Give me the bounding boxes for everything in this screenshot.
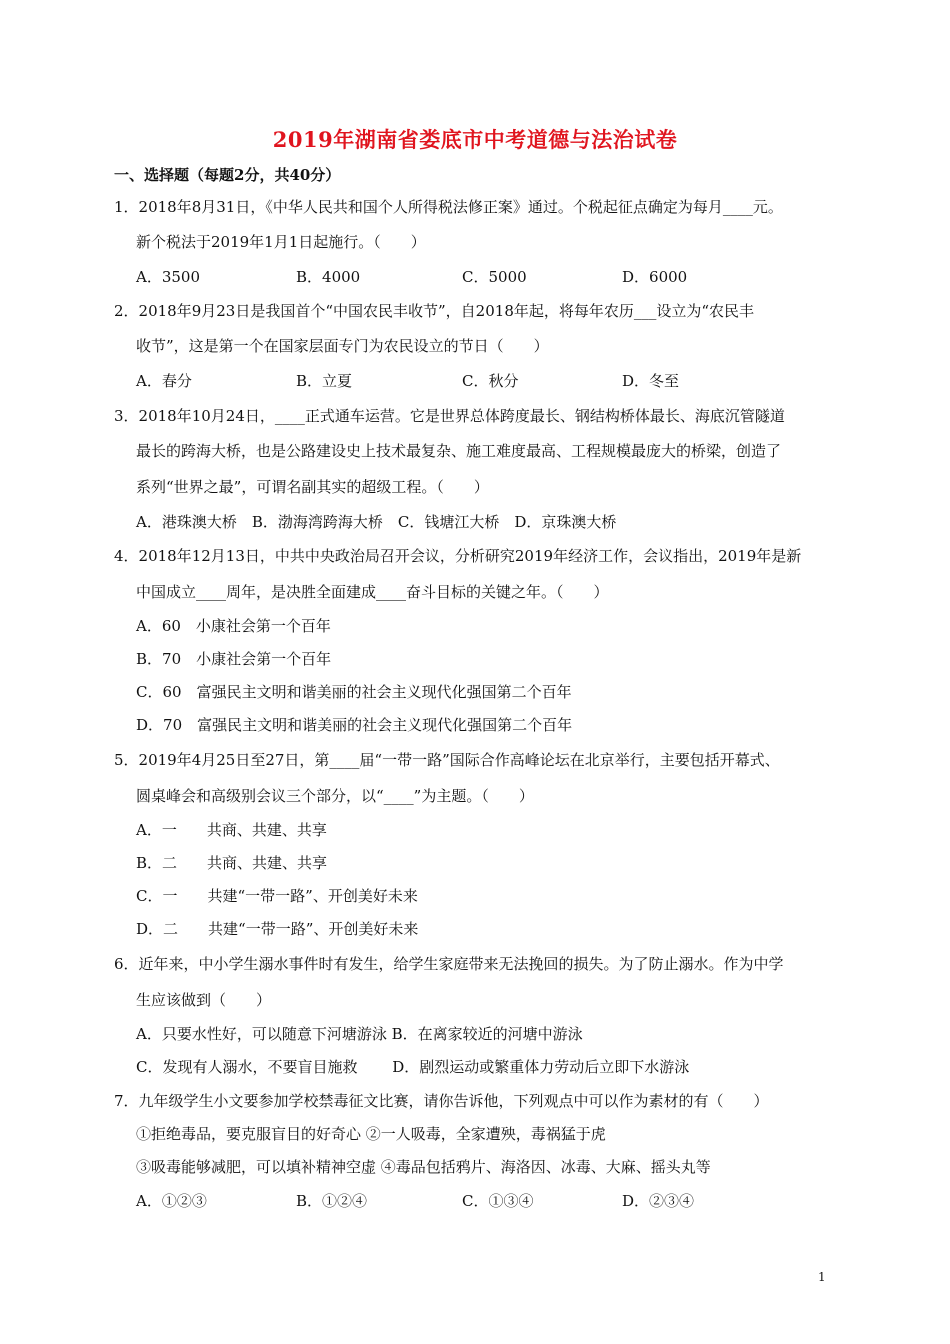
question-5-option-d: D．二 共建“一带一路”、开创美好未来: [136, 920, 419, 938]
question-4-line-1: 4．2018年12月13日，中共中央政治局召开会议，分析研究2019年经济工作，会议指出，2019年是新: [114, 547, 802, 565]
question-7-option-b: B．①②④: [296, 1192, 368, 1210]
question-6-options-ab: A．只要水性好，可以随意下河塘游泳 B．在离家较近的河塘中游泳: [136, 1025, 583, 1043]
question-6-options-cd: C．发现有人溺水，不要盲目施救 D．剧烈运动或繁重体力劳动后立即下水游泳: [136, 1058, 690, 1076]
question-4-line-2: 中国成立____周年，是决胜全面建成____奋斗目标的关键之年。（ ）: [136, 583, 609, 601]
question-1-line-1: 1．2018年8月31日，《中华人民共和国个人所得税法修正案》通过。个税起征点确定为每月____元。: [114, 198, 783, 216]
page-title: 2019年湖南省娄底市中考道德与法治试卷: [272, 127, 678, 152]
question-5-option-a: A．一 共商、共建、共享: [136, 821, 327, 839]
question-7-option-a: A．①②③: [136, 1192, 207, 1210]
question-1-option-c: C．5000: [462, 268, 527, 286]
question-5-option-b: B．二 共商、共建、共享: [136, 854, 328, 872]
question-4-option-d: D．70 富强民主文明和谐美丽的社会主义现代化强国第二个百年: [136, 716, 573, 734]
question-5-line-1: 5．2019年4月25日至27日，第____届“一带一路”国际合作高峰论坛在北京举行，主要包括开幕式、: [114, 751, 780, 769]
page-number: 1: [818, 1270, 826, 1284]
question-1-option-d: D．6000: [622, 268, 688, 286]
question-1-option-a: A．3500: [136, 268, 201, 286]
question-7-line-1: 7．九年级学生小文要参加学校禁毒征文比赛，请你告诉他，下列观点中可以作为素材的有（ ）: [114, 1092, 769, 1110]
question-7-option-d: D．②③④: [622, 1192, 695, 1210]
question-3-line-1: 3．2018年10月24日，____正式通车运营。它是世界总体跨度最长、钢结构桥体最长、海底沉管隧道: [114, 407, 785, 425]
question-4-option-a: A．60 小康社会第一个百年: [136, 617, 331, 635]
section-heading: 一、选择题（每题2分，共40分）: [114, 166, 341, 184]
question-2-option-a: A．春分: [136, 372, 192, 390]
question-2-option-b: B．立夏: [296, 372, 353, 390]
question-2-line-1: 2．2018年9月23日是我国首个“中国农民丰收节”，自2018年起，将每年农历___设立为“农民丰: [114, 302, 755, 320]
question-3-line-2: 最长的跨海大桥，也是公路建设史上技术最复杂、施工难度最高、工程规模最庞大的桥梁，创造了: [136, 442, 782, 460]
question-6-line-1: 6．近年来，中小学生溺水事件时有发生，给学生家庭带来无法挽回的损失。为了防止溺水。作为中学: [114, 955, 784, 973]
question-1-option-b: B．4000: [296, 268, 361, 286]
question-2-option-c: C．秋分: [462, 372, 519, 390]
question-7-statements-2: ③吸毒能够减肥，可以填补精神空虚 ④毒品包括鸦片、海洛因、冰毒、大麻、摇头丸等: [136, 1158, 711, 1176]
question-3-line-3: 系列“世界之最”，可谓名副其实的超级工程。（ ）: [136, 478, 489, 496]
question-7-option-c: C．①③④: [462, 1192, 534, 1210]
question-3-options: A．港珠澳大桥 B．渤海湾跨海大桥 C．钱塘江大桥 D．京珠澳大桥: [136, 513, 617, 531]
question-5-option-c: C．一 共建“一带一路”、开创美好未来: [136, 887, 418, 905]
question-1-line-2: 新个税法于2019年1月1日起施行。（ ）: [136, 233, 426, 251]
question-4-option-b: B．70 小康社会第一个百年: [136, 650, 332, 668]
question-5-line-2: 圆桌峰会和高级别会议三个部分，以“____”为主题。（ ）: [136, 787, 534, 805]
question-2-option-d: D．冬至: [622, 372, 680, 390]
question-4-option-c: C．60 富强民主文明和谐美丽的社会主义现代化强国第二个百年: [136, 683, 572, 701]
question-2-line-2: 收节”，这是第一个在国家层面专门为农民设立的节日（ ）: [136, 337, 549, 355]
question-7-statements-1: ①拒绝毒品，要克服盲目的好奇心 ②一人吸毒，全家遭殃，毒祸猛于虎: [136, 1125, 606, 1143]
question-6-line-2: 生应该做到（ ）: [136, 991, 272, 1009]
